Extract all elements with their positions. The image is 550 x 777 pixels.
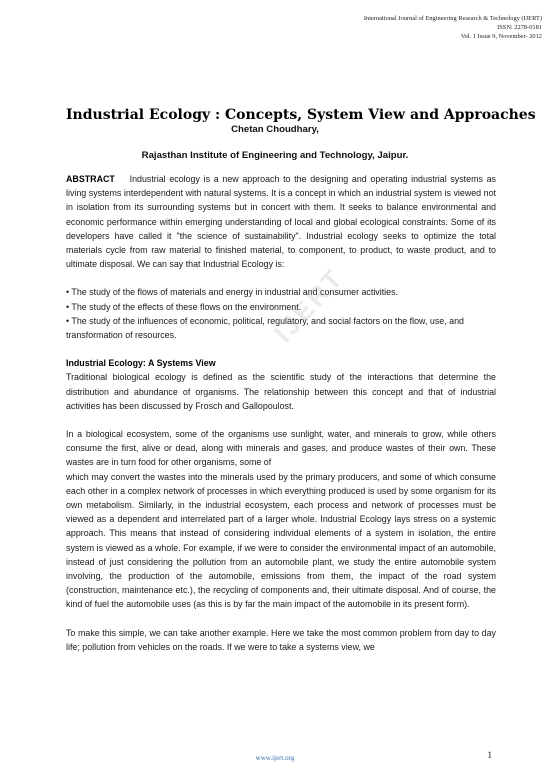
section-paragraph: In a biological ecosystem, some of the organisms use sunlight, water, and minerals to grow, while others consume the first, alive or dead, along with minerals and gases, and produce wastes of their own. These wastes are in turn food for other organisms, some of bbox=[66, 429, 496, 468]
list-item: • The study of the influences of economic, political, regulatory, and social factors on the flow, use, and transformation of resources. bbox=[66, 314, 496, 342]
journal-header bbox=[364, 14, 542, 41]
list-item: • The study of the effects of these flows on the environment. bbox=[66, 300, 496, 314]
section-paragraph: To make this simple, we can take another example. Here we take the most common problem from day to day life; pollution from vehicles on the roads. If we were to take a systems view, we bbox=[66, 627, 496, 652]
abstract-label: ABSTRACT bbox=[66, 174, 115, 184]
section-heading: Industrial Ecology: A Systems View bbox=[66, 358, 216, 369]
abstract-paragraph bbox=[66, 172, 496, 271]
paper-title: Industrial Ecology : Concepts, System View and Approaches bbox=[66, 107, 536, 123]
paper-body bbox=[66, 172, 496, 654]
journal-volume: Vol. 1 Issue 9, November- 2012 bbox=[460, 33, 542, 40]
footer-url: www.ijert.org bbox=[255, 754, 295, 762]
author-affiliation: Rajasthan Institute of Engineering and Technology, Jaipur. bbox=[141, 150, 409, 161]
journal-issn: ISSN: 2278-0181 bbox=[497, 24, 542, 31]
watermark: IJERT bbox=[268, 262, 350, 349]
journal-name: International Journal of Engineering Research & Technology (IJERT) bbox=[363, 15, 542, 22]
abstract-text: Industrial ecology is a new approach to the designing and operating industrial systems as living systems interdependent with natural systems. It is a concept in which an industrial system is viewed not in isolation from its surrounding systems but in concert with them. It seeks to balance environmental and economic performance within emerging understanding of local and global ecological constraints. Some of its developers have called it "the science of sustainability". Industrial ecology seeks to optimize the total materials cycle from raw material to finished material, to component, to product, to waste product, and to ultimate disposal. We can say that Industrial Ecology is: bbox=[66, 174, 496, 270]
author-name: Chetan Choudhary, bbox=[231, 124, 319, 135]
section-paragraph: Traditional biological ecology is defined as the scientific study of the interactions that determine the distribution and abundance of organisms. The relationship between this concept and that of industrial activities has been discussed by Frosch and Gallopoulost. bbox=[66, 372, 496, 411]
page-number: 1 bbox=[487, 750, 492, 760]
section-paragraph: which may convert the wastes into the minerals used by the primary producers, and some of which consume each other in a complex network of processes in which everything produced is used by some organism for its own metabolism. Similarly, in the industrial ecosystem, each process and network of processes must be viewed as a dependent and interrelated part of a larger whole. Industrial Ecology lays stress on a systemic approach. This means that instead of considering individual elements of a system in isolation, the entire system is viewed as a whole. For example, if we were to consider the environmental impact of an automobile, instead of just considering the pollution from an automobile plant, we study the entire automobile system involving, the production of the automobile, emissions from them, the impact of the road system (construction, maintenance etc.), the recycling of components and, their ultimate disposal. And of course, the kind of fuel the automobile uses (as this is by far the main impact of the automobile in its present form). bbox=[66, 471, 496, 610]
list-item: • The study of the flows of materials and energy in industrial and consumer activities. bbox=[66, 285, 496, 299]
